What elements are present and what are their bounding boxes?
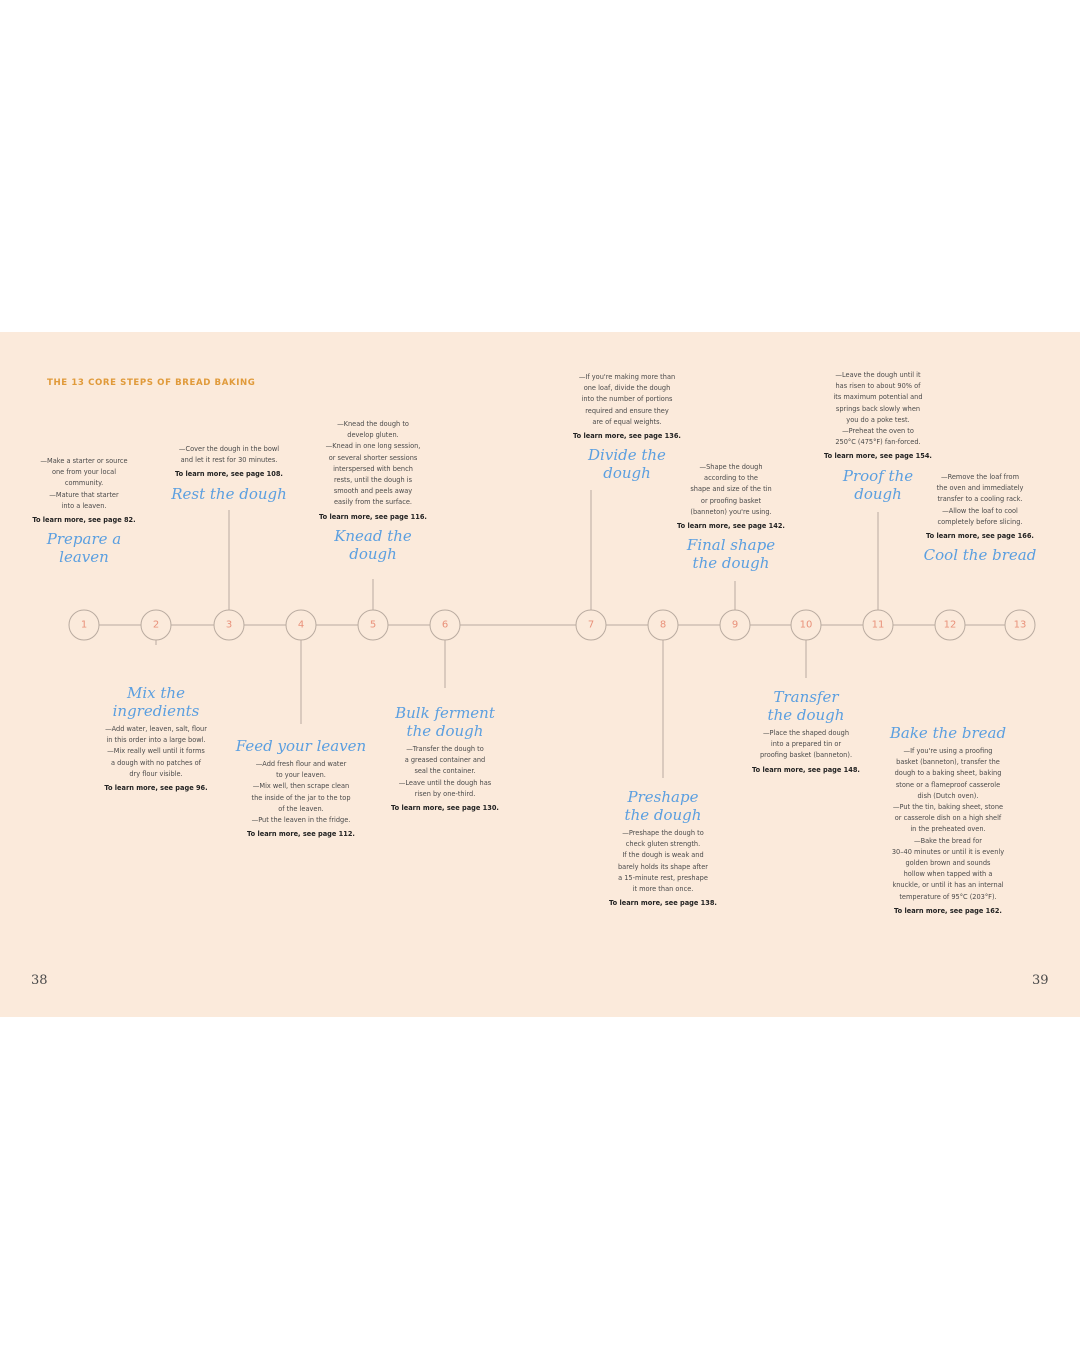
step-description-line: the inside of the jar to the top <box>251 793 351 802</box>
step-description-line: —Mature that starter <box>49 490 119 499</box>
step-description-line: 30–40 minutes or until it is evenly <box>891 847 1005 856</box>
step-description-line: community. <box>64 479 104 488</box>
step-title-line: Prepare a <box>46 530 122 549</box>
step-description-line: transfer to a cooling rack. <box>937 495 1023 504</box>
step-page-reference: To learn more, see page 148. <box>752 765 860 774</box>
step-description-line: knuckle, or until it has an internal <box>892 881 1004 890</box>
step-description-line: —Place the shaped dough <box>762 729 850 737</box>
step-description-line: one loaf, divide the dough <box>583 384 671 393</box>
step-number-13: 13 <box>1013 619 1027 631</box>
step-description-line: —Add water, leaven, salt, flour <box>105 725 207 733</box>
step-2 <box>81 684 231 794</box>
page-number-left: 38 <box>31 973 48 988</box>
step-description <box>868 746 1028 917</box>
step-description-line: shape and size of the tin <box>690 485 772 494</box>
step-title-line: dough <box>854 484 902 503</box>
step-number-9: 9 <box>731 619 739 631</box>
step-description-line: —Preshape the dough to <box>622 829 704 837</box>
step-page-reference: To learn more, see page 142. <box>677 522 785 531</box>
step-description <box>313 419 433 523</box>
step-description-line: —Put the leaven in the fridge. <box>251 816 351 825</box>
step-title-line: Transfer <box>773 688 839 706</box>
step-description-line: —Bake the bread for <box>913 836 982 845</box>
step-description <box>231 759 371 840</box>
step-title <box>672 536 790 572</box>
step-description-line: has risen to about 90% of <box>835 382 921 391</box>
step-number-5: 5 <box>369 619 377 631</box>
step-description <box>562 372 692 442</box>
step-description-line: —Add fresh flour and water <box>255 760 347 768</box>
step-title <box>164 485 294 503</box>
step-description-line: develop gluten. <box>347 431 399 440</box>
step-description <box>918 472 1042 542</box>
step-title <box>231 737 371 755</box>
step-description-line: or several shorter sessions <box>328 453 418 462</box>
step-description-line: hollow when tapped with a <box>903 870 993 879</box>
step-10 <box>748 688 864 776</box>
step-title-line: Preshape <box>627 788 699 806</box>
step-title <box>25 530 143 566</box>
step-description-line: If the dough is weak and <box>622 851 704 860</box>
step-title-line: dough <box>349 544 397 563</box>
step-6 <box>386 704 504 814</box>
step-description-line: dish (Dutch oven). <box>917 791 979 800</box>
step-title-line: Divide the <box>588 446 666 465</box>
step-title-line: the dough <box>767 706 845 724</box>
step-description-line: check gluten strength. <box>625 840 701 849</box>
step-description <box>672 462 790 532</box>
step-number-12: 12 <box>943 619 957 631</box>
step-page-reference: To learn more, see page 136. <box>573 432 681 441</box>
step-title-line: the dough <box>406 722 484 740</box>
step-description-line: completely before slicing. <box>937 517 1023 526</box>
step-description-line: stone or a flameproof casserole <box>895 780 1001 789</box>
step-description-line: —Knead in one long session, <box>325 442 421 451</box>
step-description-line: its maximum potential and <box>833 393 923 402</box>
step-title-line: Rest the dough <box>171 484 287 503</box>
step-description-line: —Cover the dough in the bowl <box>178 445 280 453</box>
step-description-line: it more than once. <box>632 885 694 894</box>
step-title-line: the dough <box>692 554 770 573</box>
step-title <box>868 724 1028 742</box>
step-description-line: into a prepared tin or <box>770 740 842 749</box>
page-number-right: 39 <box>1032 973 1049 988</box>
step-description-line: —Allow the loaf to cool <box>942 506 1018 515</box>
step-page-reference: To learn more, see page 96. <box>104 784 208 793</box>
step-description-line: —Mix really well until it forms <box>107 747 205 756</box>
step-number-2: 2 <box>152 619 160 631</box>
step-title-line: ingredients <box>112 702 200 720</box>
step-description-line: of the leaven. <box>278 804 324 813</box>
step-description-line: —Remove the loaf from <box>940 473 1020 481</box>
step-description-line: in this order into a large bowl. <box>106 736 206 745</box>
step-page-reference: To learn more, see page 154. <box>824 452 932 461</box>
step-page-reference: To learn more, see page 130. <box>391 804 499 813</box>
book-spread <box>0 332 1080 1017</box>
step-title-line: dough <box>603 464 651 483</box>
step-description-line: basket (banneton), transfer the <box>896 758 1000 767</box>
step-description-line: dough to a baking sheet, baking <box>894 769 1002 778</box>
step-number-3: 3 <box>225 619 233 631</box>
spread-heading: THE 13 CORE STEPS OF BREAD BAKING <box>47 378 256 388</box>
step-13 <box>918 472 1042 564</box>
step-description <box>164 444 294 481</box>
step-title <box>748 688 864 724</box>
step-description <box>386 744 504 814</box>
step-1 <box>25 456 143 566</box>
step-description-line: —Shape the dough <box>699 463 763 471</box>
step-page-reference: To learn more, see page 82. <box>32 516 136 525</box>
step-description-line: —Knead the dough to <box>337 420 409 428</box>
step-title-line: Final shape <box>686 536 776 555</box>
step-page-reference: To learn more, see page 116. <box>319 512 427 521</box>
step-page-reference: To learn more, see page 112. <box>247 830 355 839</box>
step-description-line: springs back slowly when <box>835 404 921 413</box>
step-title-line: Proof the <box>842 466 914 485</box>
step-number-8: 8 <box>659 619 667 631</box>
step-title <box>918 546 1042 564</box>
step-number-4: 4 <box>297 619 305 631</box>
step-description-line: you do a poke test. <box>846 415 910 424</box>
step-description <box>81 724 231 794</box>
step-title-line: Feed your leaven <box>235 737 367 755</box>
step-page-reference: To learn more, see page 162. <box>894 906 1002 915</box>
step-description-line: —If you're making more than <box>578 373 676 381</box>
step-title <box>81 684 231 720</box>
step-description-line: the oven and immediately <box>936 484 1024 493</box>
step-description-line: or casserole dish on a high shelf <box>894 814 1002 823</box>
step-9 <box>672 462 790 572</box>
step-5 <box>313 419 433 563</box>
step-title-line: Bake the bread <box>889 724 1007 742</box>
step-description-line: a greased container and <box>404 756 486 765</box>
step-title-line: Knead the <box>334 526 412 545</box>
step-description-line: —If you're using a proofing <box>903 747 993 755</box>
step-12 <box>868 724 1028 917</box>
step-description-line: —Put the tin, baking sheet, stone <box>892 803 1004 812</box>
step-3 <box>164 444 294 503</box>
step-description <box>25 456 143 526</box>
step-title-line: Mix the <box>127 684 185 702</box>
step-title <box>386 704 504 740</box>
step-description-line: interspersed with bench <box>333 464 413 473</box>
step-description-line: required and ensure they <box>585 406 669 415</box>
step-description-line: barely holds its shape after <box>618 862 708 871</box>
step-description <box>748 728 864 776</box>
step-description-line: are of equal weights. <box>592 417 662 426</box>
step-title-line: Cool the bread <box>923 546 1037 565</box>
step-description-line: —Transfer the dough to <box>406 745 484 753</box>
step-number-1: 1 <box>80 619 88 631</box>
step-4 <box>231 737 371 840</box>
step-description-line: seal the container. <box>414 767 476 776</box>
step-number-10: 10 <box>799 619 813 631</box>
step-title-line: the dough <box>624 806 702 824</box>
step-title-line: Bulk ferment <box>395 704 495 722</box>
step-description-line: —Make a starter or source <box>40 457 128 465</box>
step-description-line: smooth and peels away <box>333 487 413 496</box>
step-number-6: 6 <box>441 619 449 631</box>
step-description-line: or proofing basket <box>700 496 762 505</box>
step-description <box>605 828 721 909</box>
step-description-line: according to the <box>704 474 758 483</box>
step-number-7: 7 <box>587 619 595 631</box>
step-page-reference: To learn more, see page 166. <box>926 532 1034 541</box>
step-description-line: temperature of 95°C (203°F). <box>899 892 997 901</box>
step-title <box>605 788 721 824</box>
step-description-line: (banneton) you're using. <box>690 507 772 516</box>
step-number-11: 11 <box>871 619 885 631</box>
step-description-line: in the preheated oven. <box>910 825 986 834</box>
step-description-line: into the number of portions <box>581 395 673 404</box>
step-description-line: dry flour visible. <box>129 769 183 778</box>
step-description-line: one from your local <box>51 468 117 477</box>
step-description-line: rests, until the dough is <box>333 476 413 485</box>
step-description-line: —Leave the dough until it <box>835 371 921 379</box>
step-8 <box>605 788 721 909</box>
step-description-line: —Mix well, then scrape clean <box>252 782 350 791</box>
step-description-line: a dough with no patches of <box>111 758 201 767</box>
step-description-line: proofing basket (banneton). <box>759 751 853 760</box>
step-description-line: easily from the surface. <box>333 498 413 507</box>
step-title <box>313 527 433 563</box>
step-page-reference: To learn more, see page 138. <box>609 899 717 908</box>
step-description-line: 250°C (475°F) fan-forced. <box>835 438 921 447</box>
step-description-line: —Preheat the oven to <box>842 427 914 436</box>
step-description-line: to your leaven. <box>276 771 326 780</box>
step-description <box>816 370 940 463</box>
step-description-line: a 15-minute rest, preshape <box>618 873 708 882</box>
step-description-line: —Leave until the dough has <box>398 778 492 787</box>
step-description-line: golden brown and sounds <box>905 859 991 868</box>
step-page-reference: To learn more, see page 108. <box>175 470 283 479</box>
step-description-line: risen by one-third. <box>414 789 476 798</box>
step-description-line: and let it rest for 30 minutes. <box>180 456 278 465</box>
step-description-line: into a leaven. <box>61 501 107 510</box>
step-title-line: leaven <box>59 548 109 567</box>
